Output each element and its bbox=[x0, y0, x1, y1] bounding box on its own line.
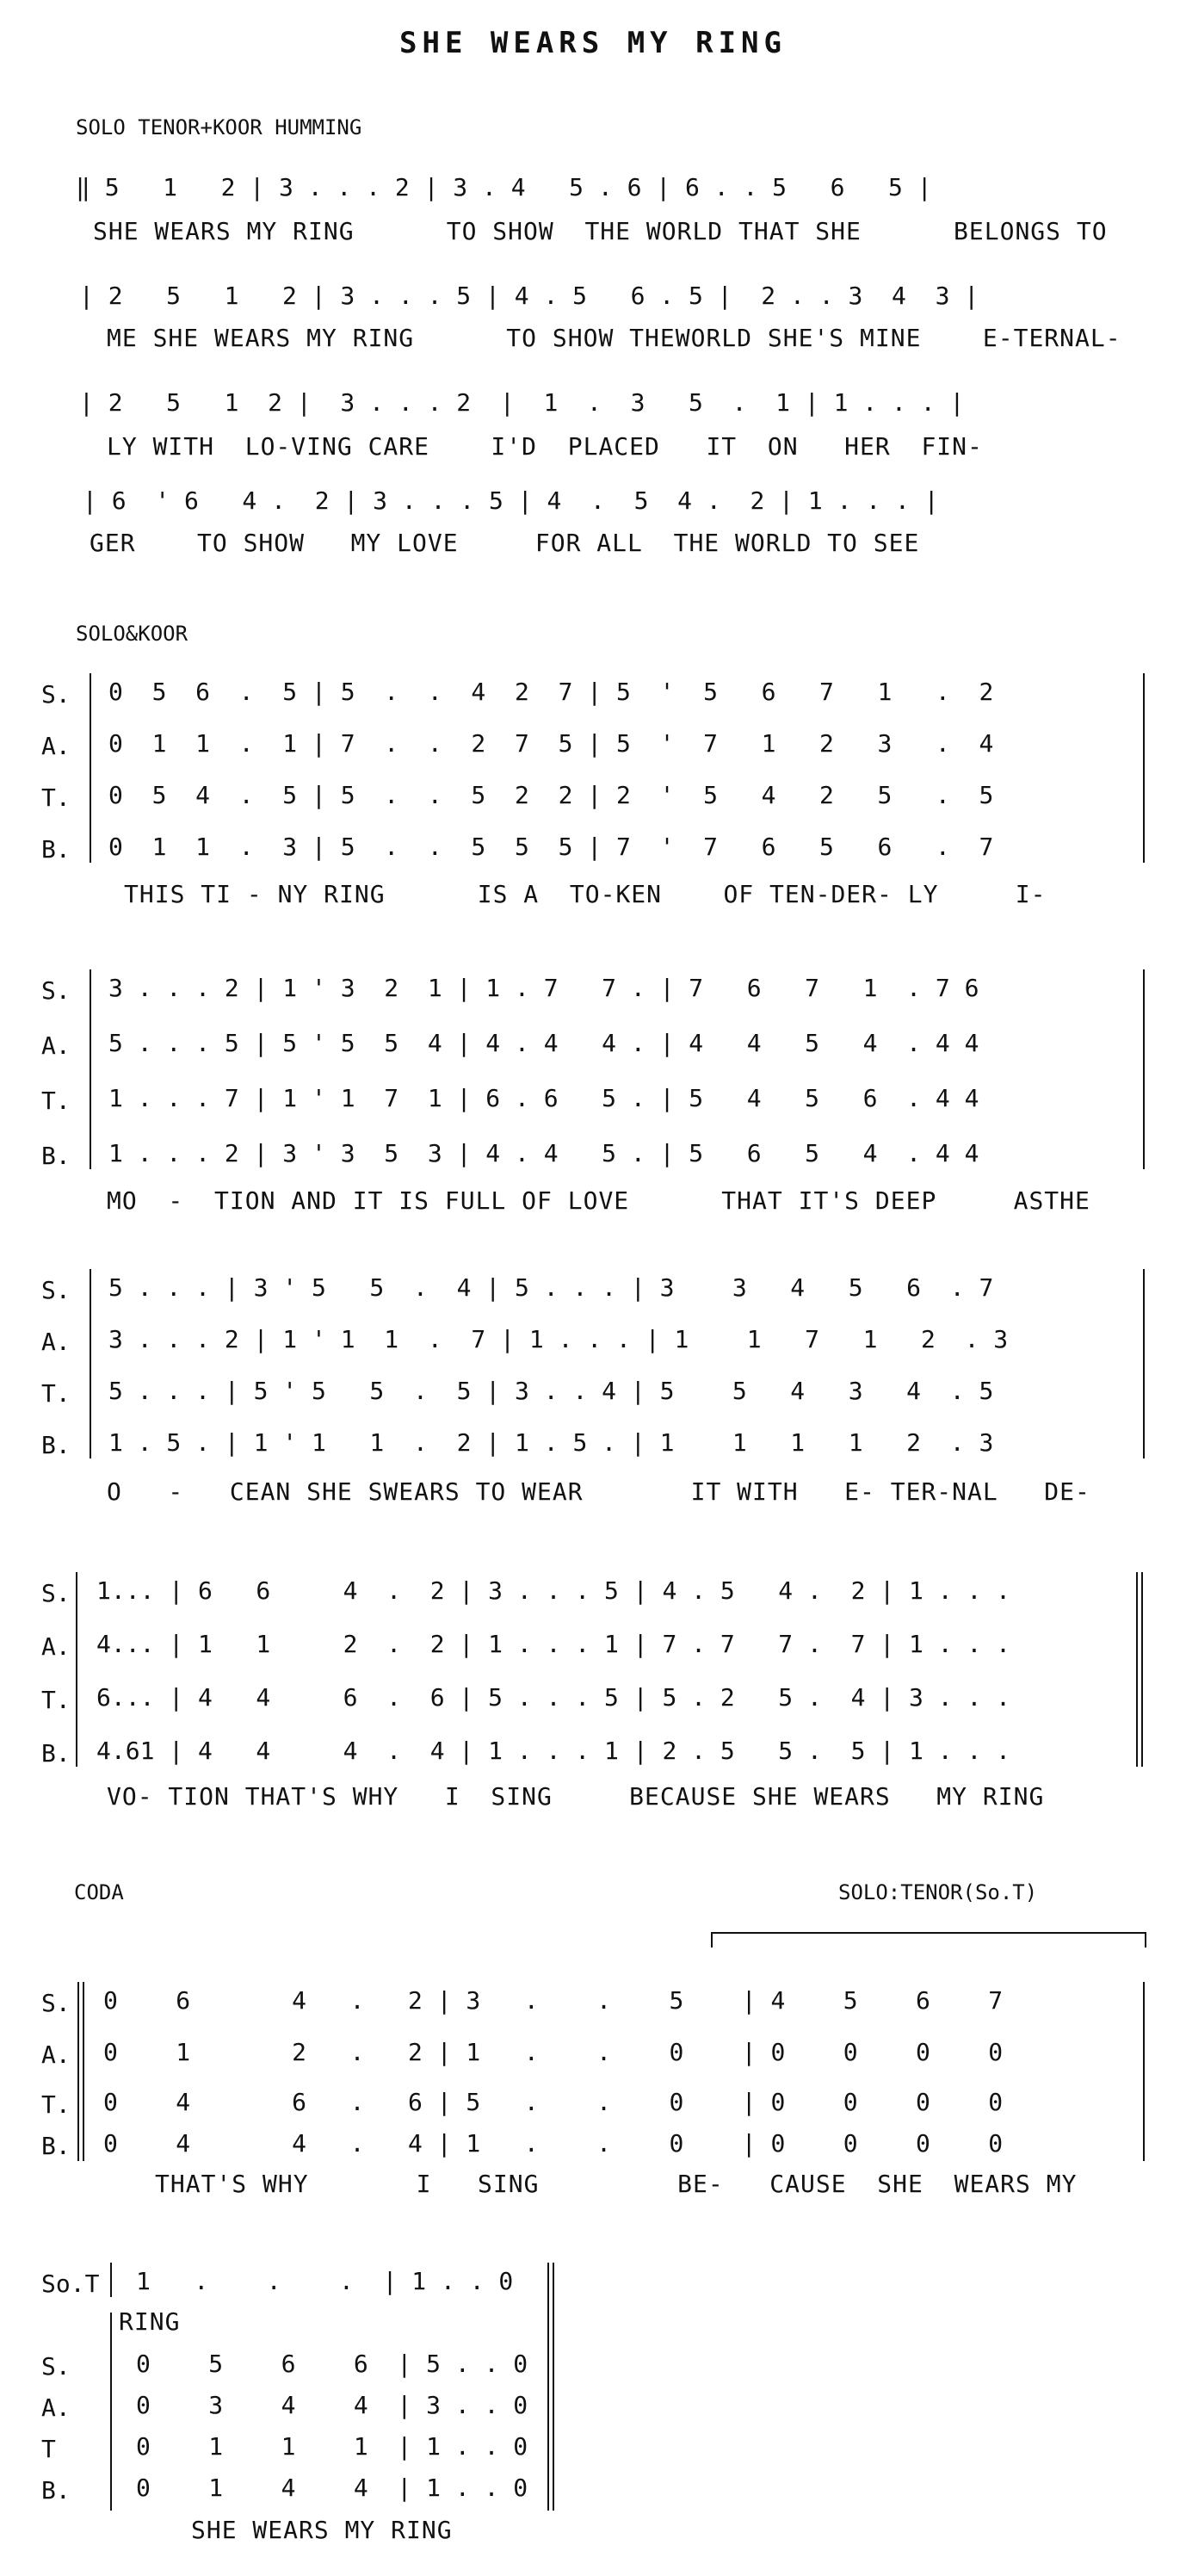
voice-label-tenor: T. bbox=[41, 1379, 71, 1408]
coda-lyric: THAT'S WHY I SING BE- CAUSE SHE WEARS MY bbox=[155, 2170, 1078, 2198]
solo-row: 1 . . . | 1 . . 0 bbox=[136, 2267, 514, 2295]
solo-bar-left bbox=[110, 2263, 112, 2297]
voice-label-alto: A. bbox=[41, 2040, 71, 2069]
bass-row: 0 4 4 . 4 | 1 . . 0 | 0 0 0 0 bbox=[103, 2129, 1004, 2158]
system-4-lyric: VO- TION THAT'S WHY I SING BECAUSE SHE WEARS MY RING bbox=[107, 1782, 1045, 1811]
system-bar-right bbox=[1143, 1982, 1145, 2161]
section-label-solo-koor: SOLO&KOOR bbox=[76, 622, 188, 646]
voice-label-tenor: T. bbox=[41, 2090, 71, 2119]
voice-label-soprano: S. bbox=[41, 1579, 71, 1607]
alto-row: 0 3 4 4 | 3 . . 0 bbox=[136, 2391, 528, 2419]
lyric-line-2: ME SHE WEARS MY RING TO SHOW THEWORLD SHE'S MINE E-TERNAL- bbox=[107, 324, 1121, 352]
tenor-row: 0 4 6 . 6 | 5 . . 0 | 0 0 0 0 bbox=[103, 2088, 1004, 2116]
tenor-row: 0 1 1 1 | 1 . . 0 bbox=[136, 2432, 528, 2461]
tenor-row: 0 5 4 . 5 | 5 . . 5 2 2 | 2 ' 5 4 2 5 . 5 bbox=[108, 781, 994, 809]
voice-label-bass: B. bbox=[41, 835, 71, 864]
melody-line-1: ‖ 5 1 2 | 3 . . . 2 | 3 . 4 5 . 6 | 6 . . 5 6 5 | bbox=[76, 173, 932, 201]
solo-lyric: RING bbox=[119, 2307, 181, 2336]
lyric-line-4: GER TO SHOW MY LOVE FOR ALL THE WORLD TO SEE bbox=[90, 529, 920, 557]
solo-tenor-label: SOLO:TENOR(So.T) bbox=[838, 1880, 1038, 1904]
voice-label-bass: B. bbox=[41, 2132, 71, 2160]
bass-row: 0 1 4 4 | 1 . . 0 bbox=[136, 2474, 528, 2502]
lyric-line-3: LY WITH LO-VING CARE I'D PLACED IT ON HER FIN- bbox=[107, 432, 983, 461]
final-double-bar bbox=[547, 2263, 554, 2511]
voice-label-soprano: S. bbox=[41, 2352, 71, 2381]
song-title: SHE WEARS MY RING bbox=[399, 26, 787, 60]
alto-row: 0 1 2 . 2 | 1 . . 0 | 0 0 0 0 bbox=[103, 2038, 1004, 2066]
ending-bar-left bbox=[110, 2313, 112, 2511]
alto-row: 4... | 1 1 2 . 2 | 1 . . . 1 | 7 . 7 7 . 7 | 1 . . . bbox=[96, 1630, 1011, 1658]
voice-label-alto: A. bbox=[41, 2393, 71, 2422]
lyric-line-1: SHE WEARS MY RING TO SHOW THE WORLD THAT SHE BELONGS TO bbox=[93, 217, 1108, 245]
system-1-lyric: THIS TI - NY RING IS A TO-KEN OF TEN-DER- LY I- bbox=[124, 880, 1047, 908]
system-3-lyric: O - CEAN SHE SWEARS TO WEAR IT WITH E- TER-NAL DE- bbox=[107, 1477, 1090, 1506]
coda-start-double-bar bbox=[77, 1982, 84, 2161]
soprano-row: 3 . . . 2 | 1 ' 3 2 1 | 1 . 7 7 . | 7 6 7 1 . 7 6 bbox=[108, 974, 979, 1002]
soprano-row: 1... | 6 6 4 . 2 | 3 . . . 5 | 4 . 5 4 . 2 | 1 . . . bbox=[96, 1576, 1011, 1605]
tenor-row: 1 . . . 7 | 1 ' 1 7 1 | 6 . 6 5 . | 5 4 5 6 . 4 4 bbox=[108, 1084, 979, 1112]
soprano-row: 5 . . . | 3 ' 5 5 . 4 | 5 . . . | 3 3 4 5 6 . 7 bbox=[108, 1273, 994, 1302]
bass-row: 1 . 5 . | 1 ' 1 1 . 2 | 1 . 5 . | 1 1 1 1 2 . 3 bbox=[108, 1428, 994, 1457]
system-bar-left bbox=[90, 1269, 91, 1458]
voice-label-tenor: T bbox=[41, 2435, 56, 2463]
voice-label-alto: A. bbox=[41, 1328, 71, 1356]
voice-label-soprano: S. bbox=[41, 1276, 71, 1304]
alto-row: 5 . . . 5 | 5 ' 5 5 4 | 4 . 4 4 . | 4 4 5 4 . 4 4 bbox=[108, 1029, 979, 1057]
melody-line-4: | 6 ' 6 4 . 2 | 3 . . . 5 | 4 . 5 4 . 2 | 1 . . . | bbox=[83, 486, 939, 515]
system-bar-left bbox=[76, 1572, 77, 1767]
voice-label-alto: A. bbox=[41, 732, 71, 760]
melody-line-2: | 2 5 1 2 | 3 . . . 5 | 4 . 5 6 . 5 | 2 . . 3 4 3 | bbox=[79, 282, 979, 310]
system-bar-right bbox=[1143, 969, 1145, 1169]
voice-label-tenor: T. bbox=[41, 783, 71, 812]
melody-line-3: | 2 5 1 2 | 3 . . . 2 | 1 . 3 5 . 1 | 1 . . . | bbox=[79, 388, 965, 417]
voice-label-tenor: T. bbox=[41, 1686, 71, 1714]
bass-row: 0 1 1 . 3 | 5 . . 5 5 5 | 7 ' 7 6 5 6 . 7 bbox=[108, 833, 994, 861]
system-2-lyric: MO - TION AND IT IS FULL OF LOVE THAT IT'S DEEP ASTHE bbox=[107, 1186, 1090, 1215]
system-bar-left bbox=[90, 969, 91, 1169]
bass-row: 1 . . . 2 | 3 ' 3 5 3 | 4 . 4 5 . | 5 6 5 4 . 4 4 bbox=[108, 1139, 979, 1167]
voice-label-bass: B. bbox=[41, 1142, 71, 1170]
system-end-double-bar bbox=[1136, 1572, 1143, 1767]
tenor-row: 5 . . . | 5 ' 5 5 . 5 | 3 . . 4 | 5 5 4 3 4 . 5 bbox=[108, 1377, 994, 1405]
voice-label-tenor: T. bbox=[41, 1087, 71, 1115]
voice-label-bass: B. bbox=[41, 2476, 71, 2505]
voice-label-alto: A. bbox=[41, 1031, 71, 1060]
voice-label-solo-tenor: So.T bbox=[41, 2269, 100, 2298]
tenor-row: 6... | 4 4 6 . 6 | 5 . . . 5 | 5 . 2 5 . 4 | 3 . . . bbox=[96, 1683, 1011, 1712]
alto-row: 3 . . . 2 | 1 ' 1 1 . 7 | 1 . . . | 1 1 7 1 2 . 3 bbox=[108, 1325, 1009, 1353]
section-label-solo-humming: SOLO TENOR+KOOR HUMMING bbox=[76, 115, 362, 139]
ending-lyric: SHE WEARS MY RING bbox=[191, 2516, 453, 2544]
solo-bracket bbox=[711, 1932, 1146, 1947]
system-bar-left bbox=[90, 673, 91, 863]
system-bar-right bbox=[1143, 673, 1145, 863]
bass-row: 4.61 | 4 4 4 . 4 | 1 . . . 1 | 2 . 5 5 . 5 | 1 . . . bbox=[96, 1737, 1011, 1765]
voice-label-soprano: S. bbox=[41, 680, 71, 709]
voice-label-soprano: S. bbox=[41, 976, 71, 1005]
voice-label-soprano: S. bbox=[41, 1989, 71, 2017]
soprano-row: 0 5 6 6 | 5 . . 0 bbox=[136, 2350, 528, 2378]
soprano-row: 0 5 6 . 5 | 5 . . 4 2 7 | 5 ' 5 6 7 1 . 2 bbox=[108, 678, 994, 706]
soprano-row: 0 6 4 . 2 | 3 . . 5 | 4 5 6 7 bbox=[103, 1986, 1004, 2015]
voice-label-alto: A. bbox=[41, 1632, 71, 1661]
voice-label-bass: B. bbox=[41, 1739, 71, 1768]
system-bar-right bbox=[1143, 1269, 1145, 1458]
alto-row: 0 1 1 . 1 | 7 . . 2 7 5 | 5 ' 7 1 2 3 . 4 bbox=[108, 729, 994, 758]
voice-label-bass: B. bbox=[41, 1431, 71, 1459]
coda-label: CODA bbox=[74, 1880, 124, 1904]
